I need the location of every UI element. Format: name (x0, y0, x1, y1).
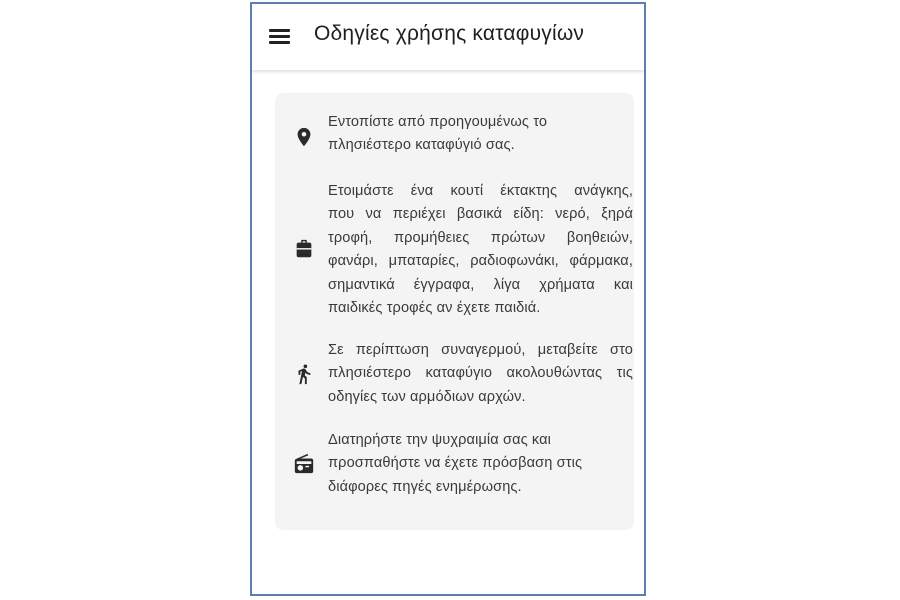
walking-person-icon (293, 363, 315, 385)
instruction-text: Εντοπίστε από προηγουμένως το πλησιέστερο καταφύγιό σας. (328, 114, 548, 154)
instruction-text: Σε περίπτωση συναγερμού, μεταβείτε στο πλησιέστερο καταφύγιο ακολουθώντας τις οδηγίες των αρμόδιων αρχών. (328, 342, 633, 405)
instructions-card (275, 93, 634, 530)
instruction-text: Διατηρήστε την ψυχραιμία σας και προσπαθήστε να έχετε πρόσβαση στις διάφορες πηγές ενημέρωσης. (328, 432, 583, 495)
page-title: Οδηγίες χρήσης καταφυγίων (314, 22, 585, 45)
location-pin-icon (293, 126, 315, 148)
radio-icon (293, 453, 315, 475)
app-bar (252, 4, 644, 70)
instruction-text: Ετοιμάστε ένα κουτί έκτακτης ανάγκης, που να περιέχει βασικά είδη: νερό, ξηρά τροφή, προμήθειες πρώτων βοηθειών, φανάρι, μπαταρίες, ραδιοφωνάκι, φάρμακα, σημαντικά έγγραφα, λίγα χρήματα και παιδικές τροφές αν έχετε παιδιά. (328, 183, 633, 317)
menu-icon[interactable] (269, 28, 290, 44)
phone-screen (250, 2, 646, 596)
suitcase-icon (293, 238, 315, 260)
